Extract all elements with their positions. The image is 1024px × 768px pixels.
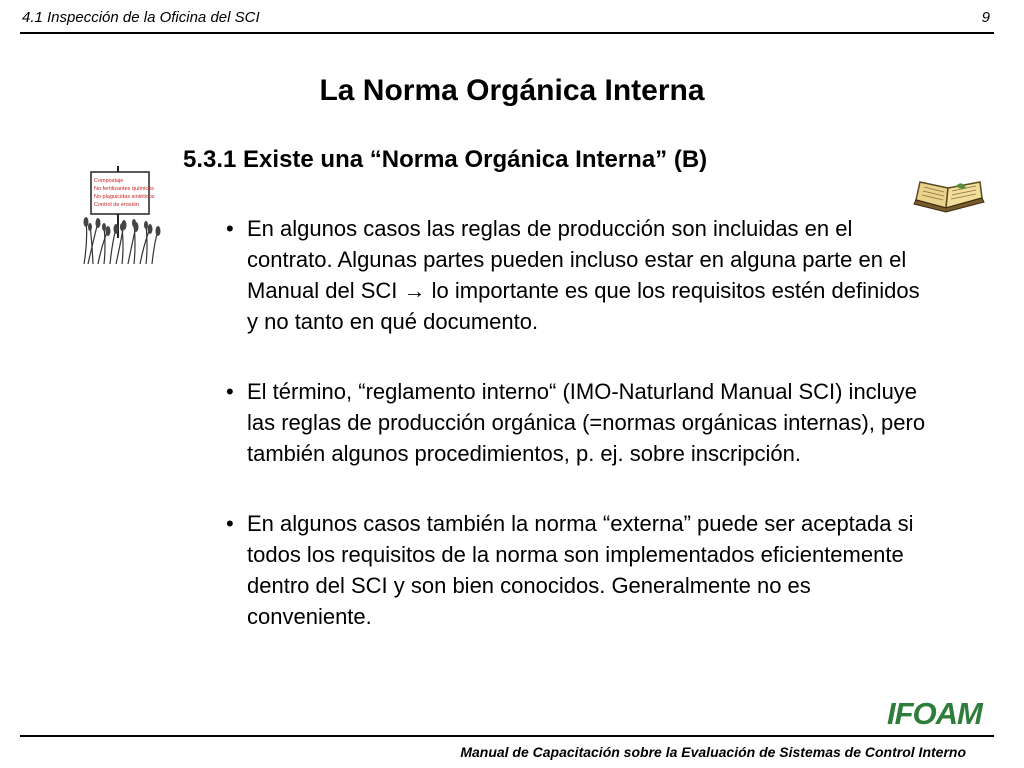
ifoam-logo xyxy=(887,696,983,732)
header-section-title: 4.1 Inspección de la Oficina del SCI xyxy=(22,9,260,26)
section-subtitle: 5.3.1 Existe una “Norma Orgánica Interna” (B) xyxy=(183,146,708,173)
footer-divider xyxy=(20,735,994,737)
sign-line-1: Compostaje xyxy=(94,178,124,184)
bullet-list xyxy=(226,213,926,632)
logo-text: IFOAM xyxy=(887,696,982,731)
bullet-item: • En algunos casos también la norma “externa” puede ser aceptada si todos los requisitos de la norma son implementados eficientemente dentro del SCI y son bien conocidos. Generalmente no es conveniente. xyxy=(226,508,926,632)
sign-line-2: No fertilizantes químicos xyxy=(94,186,154,192)
bullet-item: • El término, “reglamento interno“ (IMO-Naturland Manual SCI) incluye las reglas de producción orgánica (=normas orgánicas internas), pero también algunos procedimientos, p. ej. sobre inscripción. xyxy=(226,376,926,469)
sign-line-3: No plaguicidas sintéticos xyxy=(94,194,155,200)
open-book-icon xyxy=(912,178,988,214)
sign-line-4: Control de erosión xyxy=(94,202,139,208)
header-divider xyxy=(20,32,994,34)
bullet-item: • En algunos casos las reglas de producción son incluidas en el contrato. Algunas partes pueden incluso estar en alguna parte en el Manual del SCI → lo importante es que los requisitos estén definidos y no tanto en qué documento. xyxy=(226,213,926,337)
footer-text: Manual de Capacitación sobre la Evaluación de Sistemas de Control Interno xyxy=(460,744,966,760)
page-number: 9 xyxy=(981,9,990,26)
slide-title: La Norma Orgánica Interna xyxy=(319,74,705,107)
field-sign-illustration xyxy=(80,160,162,268)
